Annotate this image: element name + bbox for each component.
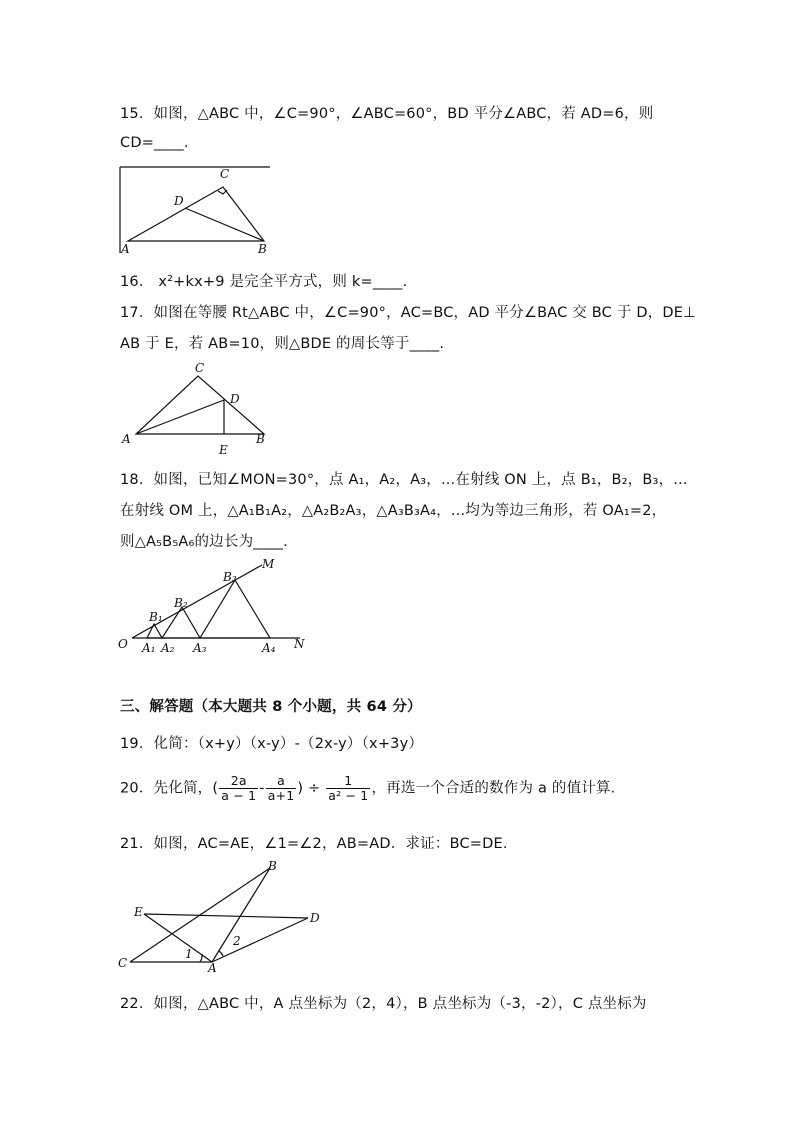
q20-expression [120,774,615,803]
q18-label-a4: A₄ [262,641,276,655]
q17-figure [118,360,278,458]
q17-label-a: A [122,432,131,446]
q18-line3: 则△A₅B₅A₆的边长为____. [120,534,288,550]
q17-line1: 17．如图在等腰 Rt△ABC 中，∠C=90°，AC=BC，AD 平分∠BAC 交 BC 于 D，DE⊥ [120,305,696,321]
q18-label-a3: A₃ [193,641,207,655]
q21-label-c: C [118,956,128,970]
q21-segment-ab [212,868,270,962]
q20-fraction-3: $\frac{1}{\text{a² − 1}}$ [328,773,369,803]
q21-angle-1-arc [200,954,202,962]
q22-text: 22．如图，△ABC 中，A 点坐标为（2，4），B 点坐标为（-3，-2），C 点坐标为 [120,996,647,1012]
q21-label-d: D [310,911,320,925]
q21-label-a: A [208,961,217,973]
q18-label-b1: B₁ [149,610,163,624]
q18-label-b3: B₃ [223,570,237,584]
q20-suffix: ，再选一个合适的数作为 a 的值计算. [371,780,616,797]
q17-line2: AB 于 E，若 AB=10，则△BDE 的周长等于____. [120,336,445,352]
q19-text: 19．化简：（x+y）（x-y）-（2x-y）（x+3y） [120,736,424,752]
q20-prefix: 20．先化简，( [120,780,219,797]
q15-label-b: B [258,242,267,256]
q15-label-c: C [220,167,230,181]
q18-label-b2: B₂ [174,596,188,610]
q18-triangle-3 [200,580,270,638]
q18-line1: 18．如图，已知∠MON=30°，点 A₁，A₂，A₃，...在射线 ON 上，点 B₁，B₂，B₃，... [120,472,688,488]
q18-line2: 在射线 OM 上，△A₁B₁A₂，△A₂B₂A₃，△A₃B₃A₄，...均为等边三角形，若 OA₁=2， [120,503,667,519]
q15-right-angle-mark [218,190,227,194]
q17-label-c: C [195,361,205,375]
q20-minus: - [259,780,265,797]
q21-figure [116,858,330,973]
q20-divide: ) ÷ [297,780,321,797]
q20-fraction-2: $\frac{a}{a+1}$ [267,773,295,803]
section-3-heading: 三、解答题（本大题共 8 个小题，共 64 分） [120,699,422,715]
q18-triangle-2 [162,607,200,638]
q18-ray-om [132,565,262,638]
q21-text: 21．如图，AC=AE，∠1=∠2，AB=AD．求证：BC=DE. [120,836,508,852]
q21-label-e: E [134,905,143,919]
q17-triangle-abc [136,376,264,434]
q18-label-o: O [118,637,128,651]
q17-label-e: E [219,443,228,457]
q18-triangle-1 [147,624,162,638]
q21-label-b: B [268,859,277,873]
q21-label-angle-1: 1 [185,947,193,961]
q17-label-b: B [256,432,265,446]
q20-fraction-1: $\frac{2a}{a - 1}$ [221,773,257,803]
q18-figure [116,555,316,655]
q18-label-m: M [262,557,275,571]
q18-label-a1: A₁ [142,641,156,655]
q17-segment-ad [136,400,224,434]
q21-segment-ed [144,914,308,918]
q18-label-a2: A₂ [161,641,175,655]
q18-label-n: N [294,637,305,651]
q21-angle-2-arc [219,951,223,956]
q15-label-d: D [174,194,184,208]
q21-label-angle-2: 2 [233,934,241,948]
q15-line1: 15．如图，△ABC 中，∠C=90°，∠ABC=60°，BD 平分∠ABC，若 AD=6，则 [120,106,654,122]
q15-figure [118,165,273,257]
q15-line2: CD=____. [120,135,189,151]
q16-text: 16． x²+kx+9 是完全平方式，则 k=____. [120,274,408,290]
q21-segment-ad [212,918,308,962]
q15-label-a: A [121,242,130,256]
q17-label-d: D [230,392,240,406]
